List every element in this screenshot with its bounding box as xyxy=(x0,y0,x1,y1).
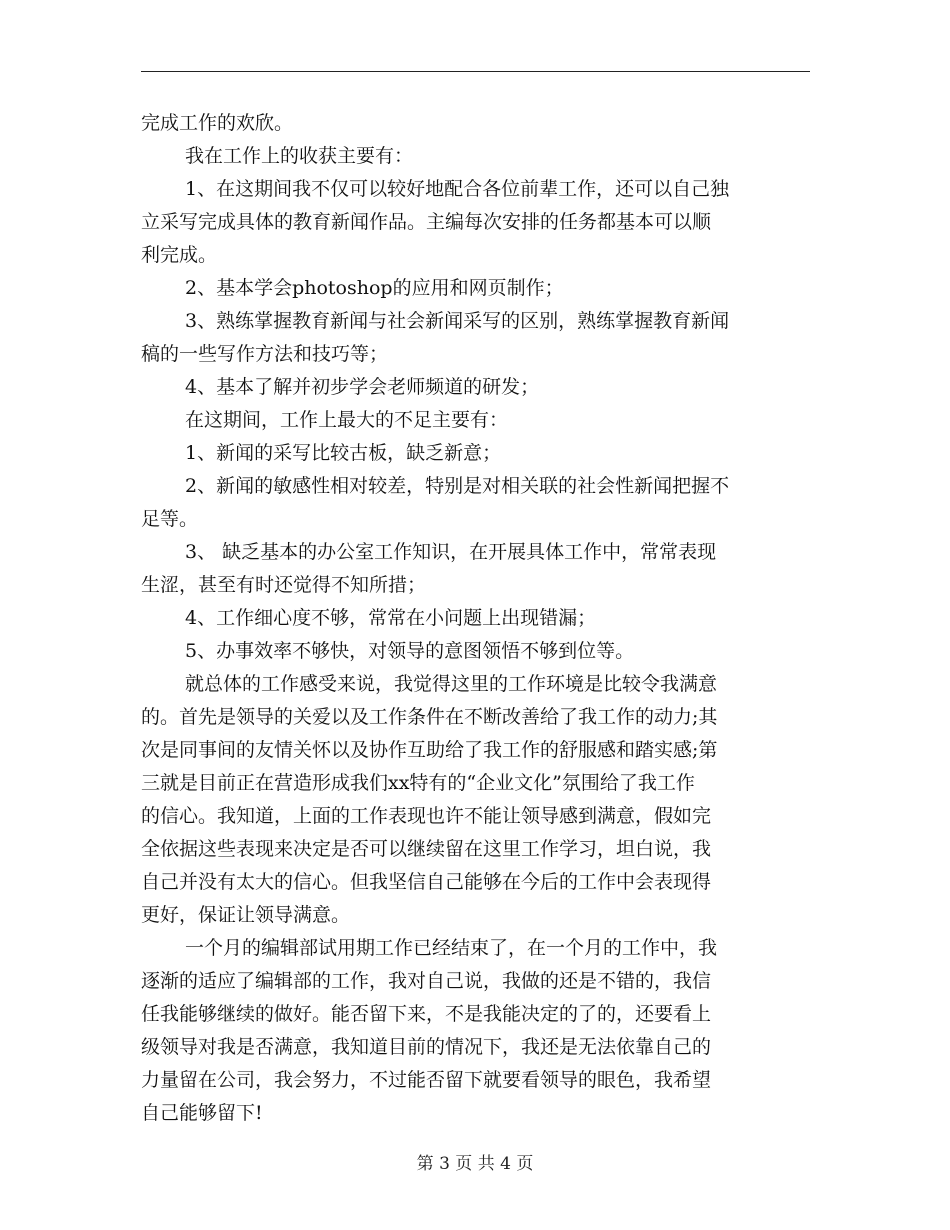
text-line: 3、熟练掌握教育新闻与社会新闻采写的区别，熟练掌握教育新闻 xyxy=(185,310,730,332)
text-line: 三就是目前正在营造形成我们xx特有的“企业文化”氛围给了我工作 xyxy=(141,772,695,794)
text-line: 1、在这期间我不仅可以较好地配合各位前辈工作，还可以自己独 xyxy=(185,178,730,200)
text-line: 4、工作细心度不够，常常在小问题上出现错漏； xyxy=(185,607,597,629)
text-line: 在这期间，工作上最大的不足主要有： xyxy=(185,409,509,431)
text-line: 5、办事效率不够快，对领导的意图领悟不够到位等。 xyxy=(185,640,635,662)
text-line: 逐渐的适应了编辑部的工作，我对自己说，我做的还是不错的，我信 xyxy=(141,970,712,992)
text-line: 2、基本学会photoshop的应用和网页制作； xyxy=(185,277,564,299)
text-line: 更好，保证让领导满意。 xyxy=(141,904,351,926)
text-line: 就总体的工作感受来说，我觉得这里的工作环境是比较令我满意 xyxy=(185,673,718,695)
text-line: 利完成。 xyxy=(141,244,218,266)
text-line: 完成工作的欢欣。 xyxy=(141,112,294,134)
text-line: 自己并没有太大的信心。但我坚信自己能够在今后的工作中会表现得 xyxy=(141,871,712,893)
text-line: 力量留在公司，我会努力，不过能否留下就要看领导的眼色，我希望 xyxy=(141,1069,712,1091)
text-line: 次是同事间的友情关怀以及协作互助给了我工作的舒服感和踏实感;第 xyxy=(141,739,718,761)
text-line: 自己能够留下! xyxy=(141,1102,263,1124)
text-line: 1、新闻的采写比较古板，缺乏新意； xyxy=(185,442,502,464)
text-line: 稿的一些写作方法和技巧等； xyxy=(141,343,389,365)
header-rule xyxy=(141,71,810,72)
text-line: 我在工作上的收获主要有： xyxy=(185,145,414,167)
text-line: 立采写完成具体的教育新闻作品。主编每次安排的任务都基本可以顺 xyxy=(141,211,712,233)
text-line: 4、基本了解并初步学会老师频道的研发； xyxy=(185,376,540,398)
text-line: 2、新闻的敏感性相对较差，特别是对相关联的社会性新闻把握不 xyxy=(185,475,730,497)
text-line: 一个月的编辑部试用期工作已经结束了，在一个月的工作中，我 xyxy=(185,937,718,959)
text-line: 级领导对我是否满意，我知道目前的情况下，我还是无法依靠自己的 xyxy=(141,1036,712,1058)
text-line: 的信心。我知道，上面的工作表现也许不能让领导感到满意，假如完 xyxy=(141,805,712,827)
text-line: 生涩，甚至有时还觉得不知所措； xyxy=(141,574,427,596)
page-number-footer: 第 3 页 共 4 页 xyxy=(416,1154,534,1174)
text-line: 的。首先是领导的关爱以及工作条件在不断改善给了我工作的动力;其 xyxy=(141,706,718,728)
text-line: 全依据这些表现来决定是否可以继续留在这里工作学习，坦白说，我 xyxy=(141,838,712,860)
text-line: 3、 缺乏基本的办公室工作知识，在开展具体工作中，常常表现 xyxy=(185,541,717,563)
text-line: 足等。 xyxy=(141,508,199,530)
text-line: 任我能够继续的做好。能否留下来，不是我能决定的了的，还要看上 xyxy=(141,1003,712,1025)
document-body xyxy=(141,107,810,1130)
